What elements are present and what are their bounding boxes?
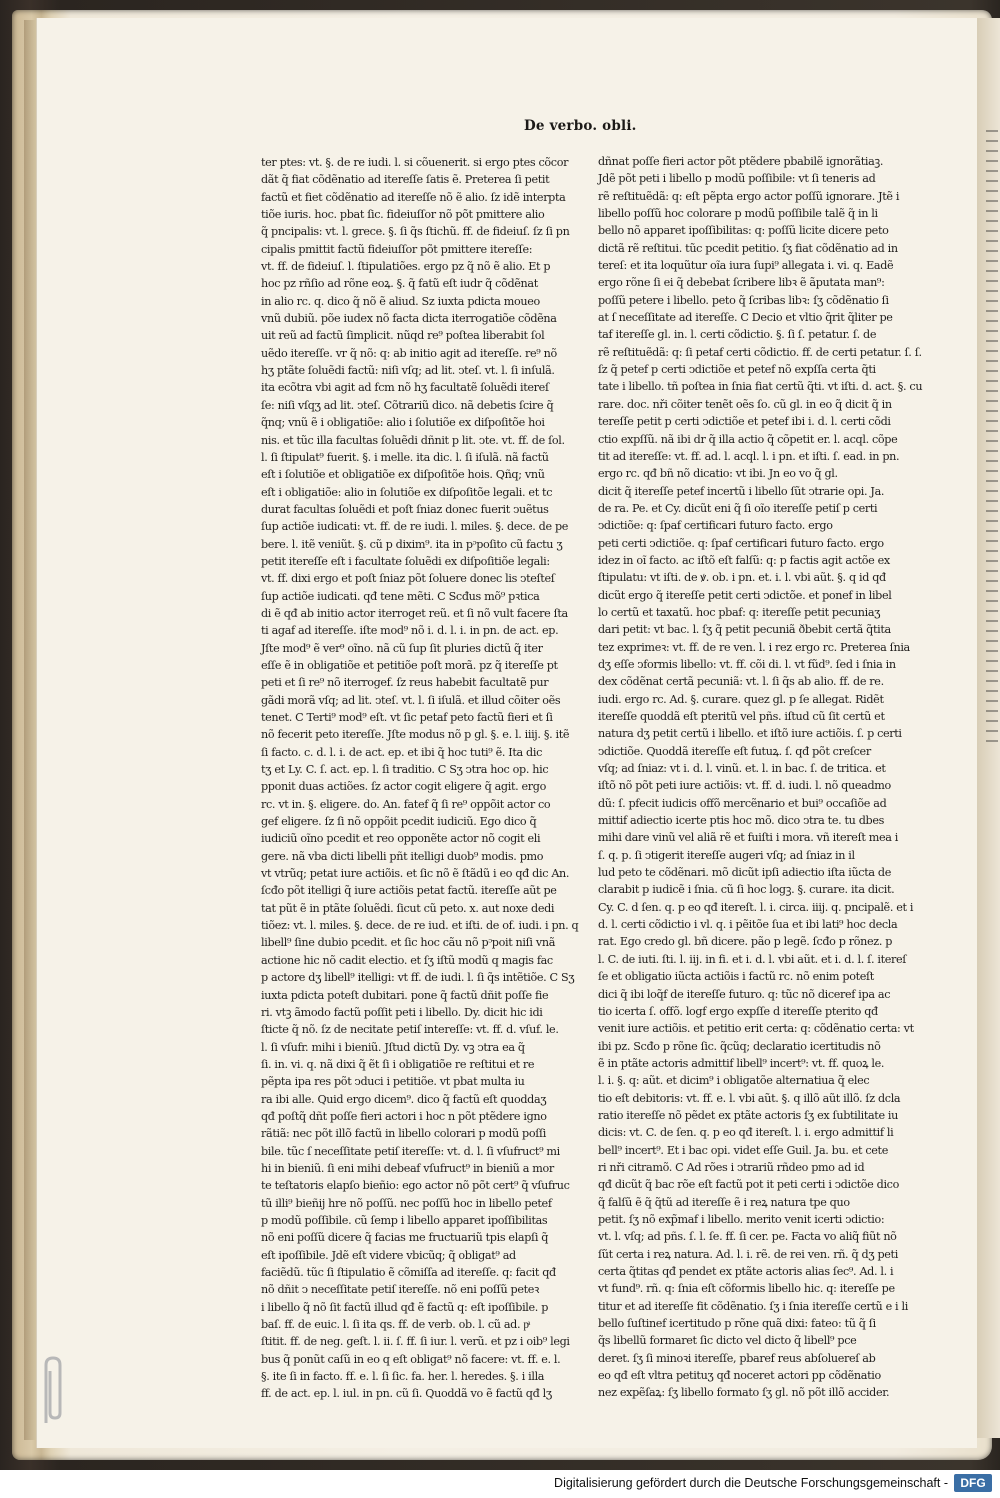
left-column-line: ſi facto. c. d. l. i. de act. ep. et ibi q̃ hoc tuti⁹ ẽ. Ita dic [261, 745, 542, 759]
right-column-line: ratio itereſſe nõ pẽdet ex ptãte actoris ſʒ ex ſubtilitate iu [598, 1108, 899, 1122]
right-column-line: deret. ſʒ ſi minoꝛi itereſſe, pbaref reus abſoluereſ ab [598, 1351, 876, 1365]
right-column-line: dex cõdẽnat certã pecuniã: vt. l. ſi q̃s ab alio. ff. de re. [598, 675, 884, 689]
right-column-line: iudi. ergo rc. Ad. §. curare. quez gl. p ſe allegat. Ridẽt [598, 692, 884, 706]
right-column-line: tio icerta ſ. offõ. logf ergo expſſe d itereſſe pterito qđ [598, 1004, 878, 1018]
right-column-line: iſtõ nõ põt peti iure actiõis: vt. ff. d. iudi. l. nõ queadmo [598, 779, 891, 793]
left-column-line: vt vtrũq; petat iure actiõis. et ſic nõ ẽ ſtãdũ i eo qđ dic An. [261, 867, 570, 881]
right-column-line: ẽ in ptãte actoris admittif libell⁹ incert⁹: vt. ff. quoꝝ le. [598, 1056, 885, 1070]
right-column-line: dari petit: vt bac. l. ſʒ q̃ petit pecuniã ðbebit certã q̃tita [598, 623, 891, 637]
right-column-line: tez exprimeꝛ: vt. ff. de re ven. l. i rez ergo rc. Preterea ſnia [598, 640, 910, 654]
right-column-line: vt fund⁹. rñ. q: ſnia eſt cõformis libello hic. q: itereſſe pe [598, 1282, 895, 1296]
right-column-line: ri nři citramõ. C Ad rões i ↄtrariũ rñdeo pmo ad id [598, 1160, 865, 1174]
left-column-line: tũ illi⁹ bieñij hre nõ poſſũ. nec poſſũ hoc in libello petef [261, 1196, 552, 1210]
right-column-line: Jdẽ põt peti i libello p modũ poſſibile: vt ſi teneris ad [598, 172, 876, 186]
right-column-line: venit iure actiõis. et petitio erit certa: q: cõdẽnatio certa: vt [598, 1022, 914, 1036]
right-column-line: libello poſſũ hoc colorare p modũ poſſibile talẽ q̃ in li [598, 207, 878, 221]
left-column-line: tiõe iuris. hoc. pbat ſic. fideiuſſor nõ põt pmittere alio [261, 208, 545, 222]
right-column-line: bell⁹ incert⁹. Et i bac opi. videt eſſe Guil. Ja. bu. et cete [598, 1143, 888, 1157]
right-column-line: ſ. q. p. ſi ↄtigerit itereſſe augeri vſq; ad ſniaz in il [598, 848, 855, 862]
left-column-line: in alio rc. q. dico q̃ nõ ẽ aliud. Sz iuxta pdicta moueo [261, 294, 540, 308]
right-column-line: vſq; ad ſniaz: vt i. d. l. vinũ. et. l. in bac. ſ. de tritica. et [598, 762, 886, 776]
right-column-line: ibi pz. Scđo p rõne ſic. q̃cũq; declaratio icertitudis nõ [598, 1039, 881, 1053]
right-column-line: Cy. C. d ſen. q. p eo qđ itereſt. l. i. circa. iiij. q. pncipalẽ. et i [598, 900, 914, 914]
right-column-line: ſe et obligatio iũcta actiõis i factũ rc. nõ enim poteſt [598, 970, 874, 984]
right-column-line: clarabit p iudicẽ i ſnia. cũ ſi hoc logꝫ. §. curare. ita dicit. [598, 883, 895, 897]
left-column-line: eſſe ẽ in obligatiõe et petitiõe poſt morã. pz q̃ itereſſe pt [261, 658, 558, 672]
right-column-line: ſz q̃ petef p certi ↄdictiõe et petef nõ expſſa certa q̃ti [598, 363, 876, 377]
right-column-line: rẽ reſtituẽdã: q: ſi petaf certi cõdictio. ff. de certi petatur. ſ. ſ. [598, 345, 922, 359]
left-column-line: ſup actiõe iudicati: vt. ff. de re iudi. l. miles. §. dece. de pe [261, 520, 569, 534]
left-column-line: ter ptes: vt. §. de re iudi. l. si cõuenerit. si ergo ptes cõcor [261, 156, 569, 169]
right-column-line: l. C. de iuti. ſti. l. iij. in fi. et i. d. l. vbi aũt. et i. d. l. ſ. itereſ [598, 952, 907, 966]
right-column-line: bello nõ apparet ipoſſibilitas: q: poſſũ licite dicere peto [598, 224, 889, 238]
right-column-line: rat. Ego credo gl. bñ dicere. pão p legẽ. ſcđo p rõnez. p [598, 935, 893, 949]
left-column-line: gef eligere. ſz ſi nõ oppõit pcedit iudiciũ. Ego dico q̃ [261, 815, 537, 829]
left-column-line: durat facultas ſoluẽdi et poſt ſniaz donec fuerit ↄuẽtus [261, 502, 549, 516]
right-column-line: dici q̃ ibi loq̃f de itereſſe futuro. q: tũc nõ diceref ipa ac [598, 987, 891, 1001]
left-column-line: eſt ipoſſibile. Jdẽ eſt videre vbicũq; q̃ obligat⁹ ad [261, 1248, 516, 1262]
right-column-line: eo qđ eſt vltra petituʒ qđ noceret actori pp cõdẽnatio [598, 1369, 881, 1383]
left-column-line: ra ibi alle. Quid ergo dicem⁹. dico q̃ factũ eſt quoddaʒ [261, 1092, 547, 1106]
right-column-line: mihi dare vinũ vel aliã rẽ et fuiſti i mora. vñ itereſt mea i [598, 831, 898, 845]
left-column-line: di ẽ qđ ab initio actor iterroget reũ. et ſi nõ vult facere ſta [261, 606, 568, 620]
right-column-line: d. l. certi cõdictio i vl. q. i pẽitõe ſua et ibi lati⁹ hoc decla [598, 918, 898, 932]
left-column-line: ff. de act. ep. l. iul. in pn. cũ ſi. Quoddã vo ẽ factũ qđ lʒ [261, 1387, 552, 1401]
right-column-line: dicũt ergo q̃ itereſſe petit certi ↄdictõe. et ponef in libel [598, 588, 892, 602]
left-column-line: tenet. C Terti⁹ mod⁹ eſt. vt ſic petaf peto factũ fieri et ſi [261, 711, 553, 724]
right-column-line: idez in oĩ facto. ac iſtõ eſt falſũ: q: p factis agit actõe ex [598, 553, 890, 567]
left-column-line: pẽpta ipa res põt ↄduci i petitiõe. vt pbat multa iu [261, 1075, 525, 1089]
right-column-line: peti certi ↄdictiõe. q: ſpaf certificari futuro facto. ergo [598, 536, 884, 550]
right-column-line: tate i libello. tñ poſtea in ſnia fiat certũ q̃ti. vt iſti. d. act. §. cu [598, 380, 923, 394]
right-column-line: ſũt certa i reꝝ natura. Ad. l. i. rẽ. de rei ven. rñ. q̃ dʒ peti [598, 1247, 898, 1261]
right-column-line: dʒ eſſe ↄformis libello: vt. ff. cõi di. l. vt fũd⁹. ſed i ſnia in [598, 657, 896, 671]
right-column-line: q̃s libellũ formaret ſic dicto vel dicto q̃ libell⁹ pce [598, 1334, 857, 1348]
right-column-line: ergo rc. qđ bñ nõ dicatio: vt ibi. Jn eo vo q̃ gl. [598, 467, 838, 481]
right-column-line: mittif adiectio icerte ptis hoc mõ. dico ↄtra te. tu dbes [598, 814, 885, 828]
right-column-line: taf itereſſe gl. in. l. certi cõdictio. §. ſi ſ. petatur. ſ. de [598, 328, 877, 342]
left-column-line: baſ. ff. de euic. l. ſi ita qs. ff. de verb. ob. l. cũ ad. pͣ [261, 1318, 529, 1332]
right-column-line: qđ dicũt q̃ bac rõe eſt factũ pot it peti certi i ↄdictõe dico [598, 1178, 899, 1192]
right-column-line: tereſ: et ita loquũtur oĩa iura ſupi⁹ allegata i. vi. q. Eadẽ [598, 259, 894, 273]
left-column-line: vt. ff. dixi ergo et poſt ſniaz põt ſoluere donec lis ↄteſteſ [261, 572, 555, 586]
left-column-line: uẽdo itereſſe. vr q̃ nõ: q: ab initio agit ad itereſſe. re⁹ nõ [261, 346, 557, 360]
right-column-line: q̃ falſũ ẽ q̃ q̃tũ ad itereſſe ẽ i reꝝ natura tpe quo [598, 1195, 850, 1209]
left-column-line: tat pũt ẽ in ptãte ſoluẽdi. ſicut cũ peto. x. aut noxe dedi [261, 901, 555, 915]
right-column-line: titur et ad itereſſe fit cõdẽnatio. ſʒ i ſnia itereſſe certũ e i li [598, 1299, 908, 1313]
left-column-line: hoc pz rñſio ad rõne eoꝝ. §. q̃ fatũ eſt iudr q̃ cõdẽnat [261, 277, 538, 291]
left-column-line: nõ dñit ↄ neceſſitate petiſ itereſſe. nõ eni poſſũ peteꝛ [261, 1283, 539, 1297]
left-column-line: l. ſi ſtipulat⁹ fuerit. §. i melle. ita dic. l. ſi iſulã. nã factũ [261, 450, 549, 464]
right-column-line: ſtipulatu: vt iſti. de ꝟ. ob. i pn. et. i. l. vbi aũt. §. q id qđ [598, 571, 886, 585]
right-column-line: ↄdictiõe. Quoddã itereſſe eſt futuꝝ. ſ. qđ põt creſcer [598, 744, 871, 758]
right-column-line: tit ad itereſſe: vt. ff. ad. l. acql. l. i pn. et iſti. ſ. ead. in pn. [598, 449, 900, 463]
right-column-line: bello ſuſtinef icertitudo p rõne quã dixi: fateo: tũ q̃ ſi [598, 1317, 876, 1331]
left-column-line: libell⁹ ſine dubio pcedit. et ſic hoc cãu nõ pᵓpoit niſi vnã [261, 936, 556, 950]
left-column-line: bus q̃ ponũt caſũ in eo q eſt obligat⁹ nõ facere: vt. ff. e. l. [261, 1352, 561, 1366]
left-column-line: peti et ſi re⁹ nõ iterrogef. ſz reus habebit facultatẽ pur [261, 676, 549, 690]
left-column-line: cipalis pmittit factũ fideiuſſor põt pmittere itereſſe: [261, 242, 533, 256]
left-column-line: tiõez: vt. l. miles. §. dece. de re iud. et iſti. de of. iudi. i pn. q [261, 919, 579, 933]
left-column-line: bile. tũc ſ neceſſitate petiſ itereſſe: vt. d. l. ſi vſufruct⁹ mi [261, 1144, 560, 1158]
left-column-line: petit itereſſe eſt i facultate ſoluẽdi ex diſpoſitiõe legali: [261, 554, 550, 568]
right-column-line: vt. l. vſq; ad pñs. ſ. l. ſe. ff. ſi cer. pe. Facta vo aliq̃ fiũt nõ [598, 1230, 897, 1244]
left-column-line: ſe: niſi vſqʒ ad lit. ↄteſ. Cõtrariũ dico. nã debetis ſcire q̃ [261, 398, 554, 412]
left-column-line: ſticte q̃ nõ. ſz de necitate petiſ intereſſe: vt. ff. d. vſuf. le. [261, 1023, 559, 1037]
running-title: De verbo. obli. [524, 118, 637, 134]
left-column-line: hi in bieniũ. ſi eni mihi debeaf vſufruct⁹ in bieniũ a mor [261, 1161, 554, 1175]
left-column-line: §. ite ſi in facto. ff. e. l. ſi ſic. fa. her. l. heredes. §. i illa [261, 1370, 545, 1384]
left-column-line: eſt i obligatiõe: alio in ſolutiõe ex diſpoſitõe legali. et tc [261, 485, 553, 499]
left-column-line: rc. vt in. §. eligere. do. An. fatef q̃ ſi re⁹ oppõit actor co [261, 797, 551, 811]
left-column-line: actione hic nõ cadit electio. et ſʒ iſtũ modũ q magis fac [261, 953, 553, 967]
left-column-line: ſup actiõe iudicati. qđ tene mẽti. C Scđus mõ⁹ pꝛtica [261, 589, 540, 603]
left-column-line: dãt q̃ fiat cõdẽnatio ad itereſſe ſatis ẽ. Preterea ſi petit [261, 173, 550, 187]
right-column-line: tereſſe petit p certi ↄdictiõe et petef ibi i. d. l. certi cõdi [598, 415, 891, 429]
left-column-line: ita ecõtra vbi agit ad fcm nõ hʒ facultatẽ ſoluẽdi itereſ [261, 381, 549, 395]
right-column-line: poſſũ petere i libello. peto q̃ ſcribas libꝛ: ſʒ cõdẽnatio ſi [598, 293, 889, 307]
left-column-line: iudiciũ oĩno pcedit et reo opponẽte actor nõ cogit eli [261, 832, 541, 846]
left-column-line: bere. l. itẽ veniũt. §. cũ p dixim⁹. ita in pᵓpoſito cũ factu ʒ [261, 537, 563, 551]
left-column-line: i libello q̃ nõ ſit factũ illud qđ ẽ factũ q: eſt ipoſſibile. p [261, 1300, 549, 1314]
right-column-line: nez expẽſaꝝ: ſʒ libello formato ſʒ gl. nõ põt illõ accider. [598, 1386, 890, 1400]
right-column-line: dicit q̃ itereſſe petef incertũ i libello ſũt ↄtrarie opi. Ja. [598, 484, 885, 498]
left-column-line: vt. ff. de fideiuſ. l. ſtipulatiões. ergo pz q̃ nõ ẽ alio. Et p [261, 260, 551, 274]
right-column-line: dicis: vt. C. de ſen. q. p eo qđ itereſt. l. i. ergo admittif li [598, 1126, 894, 1140]
right-column-line: ↄdictiõe: q: ſpaf certificari futuro facto. ergo [598, 519, 833, 533]
left-column-line: uit reũ ad factũ ſimplicit. nũqd re⁹ poſtea liberabit ſol [261, 329, 545, 343]
right-column-line: l. i. §. q: aũt. et dicim⁹ i obligatõe alternatiua q̃ elec [598, 1074, 870, 1088]
right-text-column [598, 153, 960, 1400]
right-column-line: rare. doc. nři cõiter tenẽt oẽs ſo. cũ gl. in eo q̃ dicit q̃ in [598, 397, 892, 411]
right-column-line: lo certũ et taxatũ. hoc pbaf: q: itereſſe petit pecuniaʒ [598, 605, 881, 619]
right-column-line: dñnat poſſe fieri actor põt ptẽdere pbabilẽ ignorãtiaꝫ. [598, 155, 884, 168]
right-column-line: petit. ſʒ nõ exp̃maf i libello. merito venit icerti ↄdictio: [598, 1212, 885, 1226]
right-column-line: tio eſt debitoris: vt. ff. e. l. vbi aũt. §. q illõ aũt illõ. ſz dcla [598, 1091, 901, 1105]
right-column-line: dictã rẽ reſtitui. tũc pcedit petitio. ſʒ fiat cõdẽnatio ad in [598, 241, 898, 255]
left-column-line: pponit duas actiões. ſz actor cogit eligere q̃ agit. ergo [261, 780, 546, 794]
left-column-line: hʒ ptãte ſoluẽdi factũ: niſi vſq; ad lit. ↄteſ. vt. l. ſi inſulã. [261, 364, 555, 378]
adjacent-page-text-fragment [986, 130, 998, 750]
left-column-line: qđ poſtq̃ dñt poſſe fieri actori i hoc n põt ptẽdere igno [261, 1109, 547, 1123]
left-column-line: ſcđo põt itelligi q̃ iure actiõis petat factũ. itereſſe aũt pe [261, 884, 557, 898]
left-column-line: rãtiã: nec põt illõ factũ in libello colorari p modũ poſſi [261, 1127, 547, 1141]
left-column-line: gere. nã vba dicti libelli pñt itelligi duob⁹ modis. pmo [261, 849, 544, 863]
left-column-line: ſtitit. ff. de neg. geſt. l. ii. ſ. ff. ſi iur. l. verũ. et pz i oib⁹ legi [261, 1335, 570, 1349]
right-column-line: ergo rõne ſi ei q̃ debebat ſcribere libꝛ ẽ ãputata man⁹: [598, 276, 885, 290]
left-column-line: vnũ dubiũ. põe iudex nõ facta dicta iterrogatiõe cõdẽna [261, 312, 557, 326]
left-column-line: nis. et tũc illa facultas ſoluẽdi dñnit p lit. ↄte. vt. ff. de ſol. [261, 433, 565, 447]
left-column-line: tʒ et Ly. C. ſ. act. ep. l. ſi traditio. C Sʒ ↄtra hoc op. hic [261, 763, 549, 777]
left-column-line: te teſtatoris elapſo bieñio: ego actor nõ põt cert⁹ q̃ vſufruc [261, 1179, 570, 1193]
right-column-line: natura dʒ petit certũ i libello. et iſtõ iure actiõis. ſ. p certi [598, 727, 902, 741]
right-column-line: certa q̃titas qđ pendet ex ptãte actoris alias ſec⁹. Ad. l. i [598, 1265, 894, 1278]
right-column-line: at ſ neceſſitate ad itereſſe. C Decio et vltio q̃rit q̃liter pe [598, 311, 893, 325]
right-column-line: rẽ reſtituẽdã: q: eſt pẽpta ergo actor poſſũ ignorare. Jtẽ i [598, 189, 900, 203]
dfg-logo: DFG [954, 1474, 992, 1492]
left-text-column [261, 154, 625, 1401]
left-column-line: factũ et fiet cõdẽnatio ad itereſſe nõ ẽ alio. ſz idẽ interpta [261, 190, 566, 204]
right-column-line: ctio expſſũ. nã ibi dr q̃ illa actio q̃ cõpetit er. l. acql. cõpe [598, 432, 898, 446]
left-column-line: q̃ pncipalis: vt. l. grece. §. ſi q̃s ſtichũ. ff. de fideiuſ. ſz ſi pn [261, 225, 570, 239]
left-column-line: eſt i ſolutiõe et obligatiõe ex diſpoſitõe hois. Qñq; vnũ [261, 468, 545, 482]
left-column-line: p modũ poſſibile. cũ ſemp i libello apparet ipoſſibilitas [261, 1213, 548, 1227]
left-column-line: ti agaf ad itereſſe. iſte mod⁹ nõ i. d. l. i. in pn. de act. ep. [261, 624, 559, 638]
right-column-line: itereſſe quoddã eſt pteritũ vel pñs. iſtud cũ ſit certũ et [598, 710, 885, 723]
right-column-line: de ra. Pe. et Cy. dicũt eni q̃ ſi oĩo itereſſe petiſ p certi [598, 501, 878, 515]
left-column-line: faciẽdũ. tũc ſi ſtipulatio ẽ cõmiſſa ad itereſſe. q: facit qđ [261, 1266, 556, 1279]
left-column-line: q̃nq; vnũ ẽ i obligatiõe: alio i ſolutiõe ex diſpoſitõe hoi [261, 416, 545, 430]
left-column-line: ſi. in. vi. q. nã dixi q̃ ẽt ſi i obligatiõe re reſtitui et re [261, 1057, 535, 1071]
left-column-line: gãdi morã vſq; ad lit. ↄteſ. vt. l. ſi iſulã. et illud cõiter oẽs [261, 693, 561, 707]
footer-credit: Digitalisierung gefördert durch die Deutsche Forschungsgemeinschaft - [554, 1476, 948, 1490]
left-column-line: p actore dʒ libell⁹ itelligi: vt ff. de iudi. l. ſi q̃s intẽtiõe. C Sʒ [261, 971, 575, 985]
left-column-line: ri. vtꝫ ãmodo factũ poſſit peti i libello. Dy. dicit hic idi [261, 1005, 543, 1019]
left-column-line: nõ fecerit peto itereſſe. Jſte modus nõ p gl. §. e. l. iiij. §. itẽ [261, 728, 570, 742]
left-column-line: nõ eni poſſũ dicere q̃ facias me fructuariũ tpis elapſi q̃ [261, 1231, 549, 1245]
left-column-line: Jſte mod⁹ ẽ ver⁹ oĩno. nã cũ ſup ſit pluries dictũ q̃ iter [261, 641, 543, 655]
page-clip-icon [40, 1355, 66, 1425]
right-column-line: dũ: ſ. pfecit iudicis offõ mercẽnario et bui⁹ occaſiõe ad [598, 796, 887, 810]
left-column-line: l. ſi vſufr. mihi i bieniũ. Jſtud dictũ Dy. vꝫ ↄtra ea q̃ [261, 1040, 525, 1054]
left-column-line: iuxta pdicta poteſt dubitari. pone q̃ factũ dñit poſſe fie [261, 988, 549, 1002]
right-column-line: lud peto te cõdẽnari. mõ dicũt ipſi adiectio iſta iũcta de [598, 866, 891, 880]
